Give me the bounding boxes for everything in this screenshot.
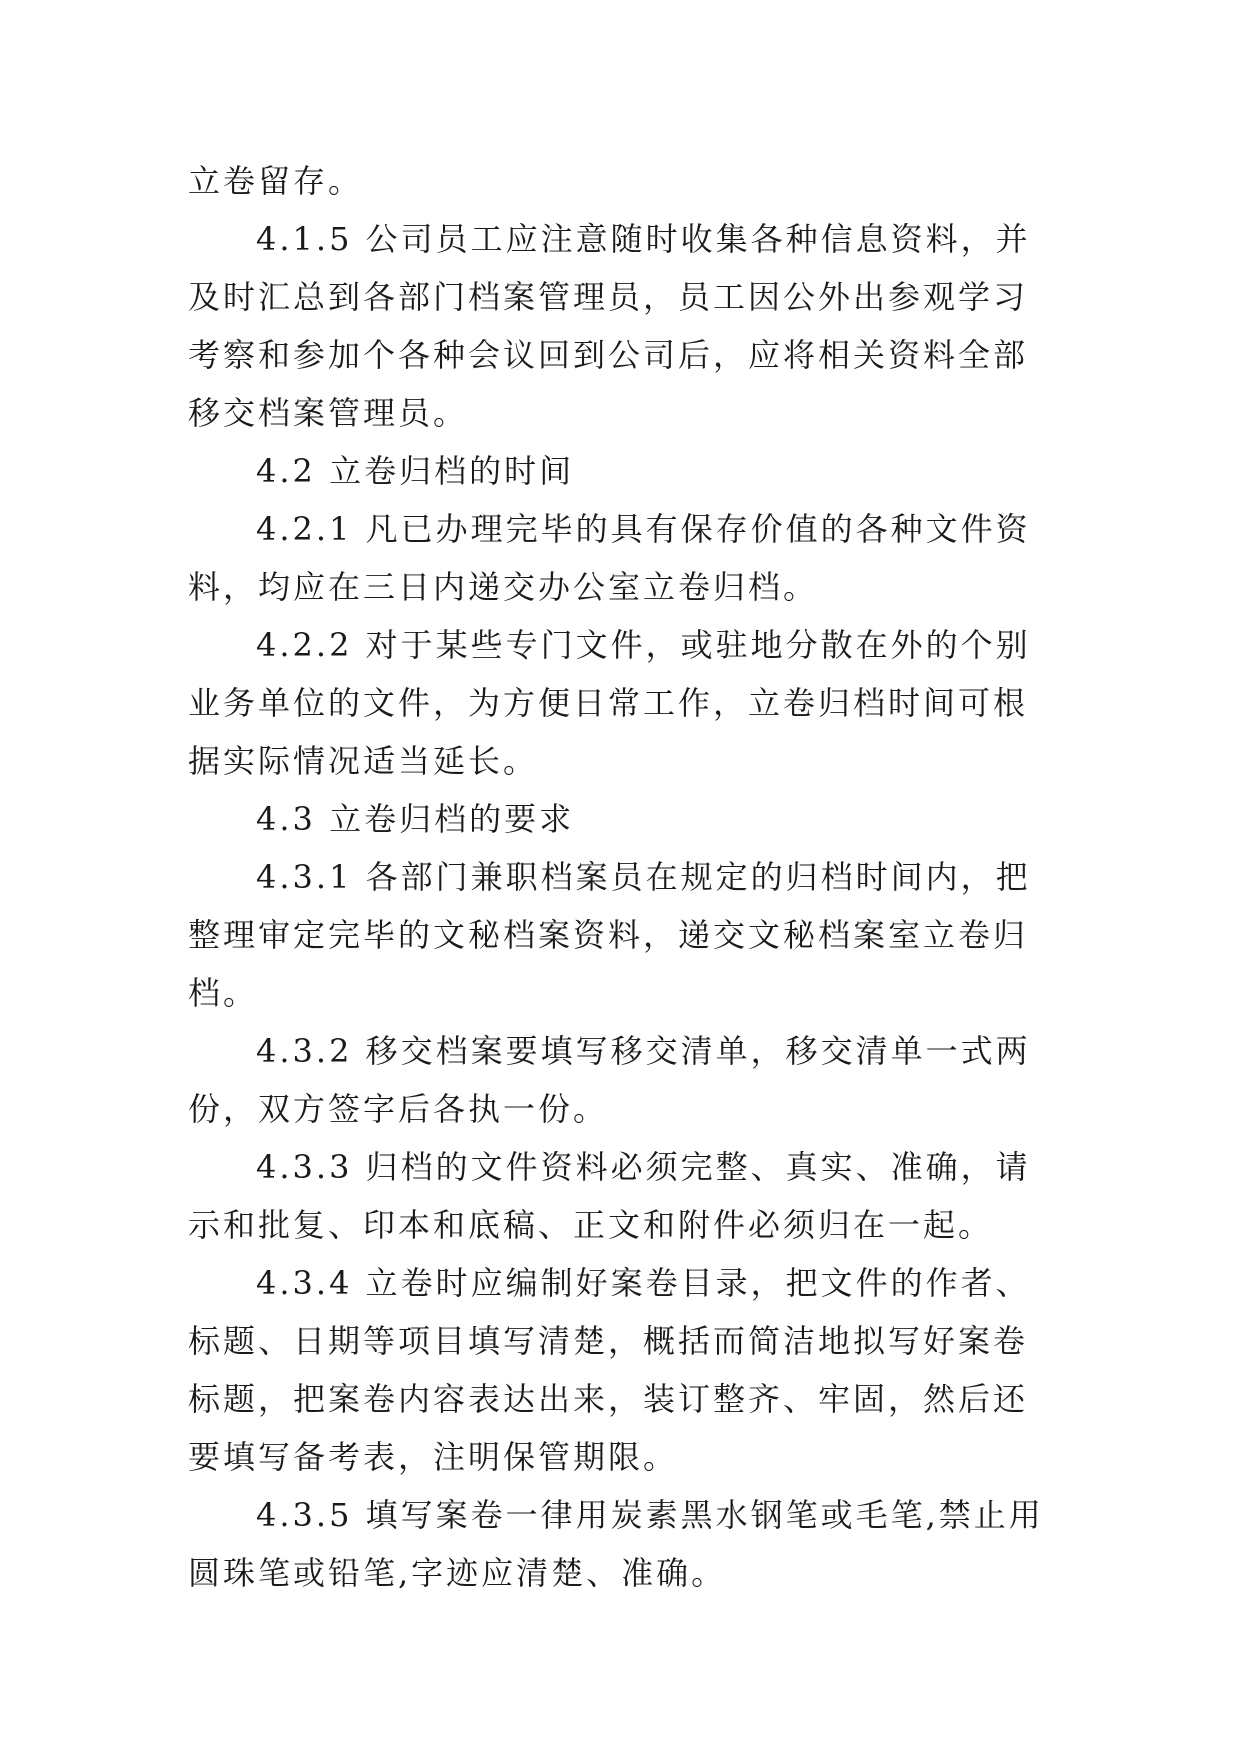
section-heading-4-3: 4.3 立卷归档的要求 [256, 800, 575, 838]
section-heading-4-2: 4.2 立卷归档的时间 [256, 452, 575, 490]
paragraph-4-3-3: 4.3.3 归档的文件资料必须完整、真实、准确，请示和批复、印本和底稿、正文和附件必须归在一起。 [188, 1148, 1031, 1244]
paragraph-continuation: 立卷留存。 [188, 162, 364, 200]
document-body [188, 152, 1058, 1602]
paragraph-4-2-1: 4.2.1 凡已办理完毕的具有保存价值的各种文件资料，均应在三日内递交办公室立卷归档。 [188, 510, 1031, 606]
paragraph-4-2-2: 4.2.2 对于某些专门文件，或驻地分散在外的个别业务单位的文件，为方便日常工作，立卷归档时间可根据实际情况适当延长。 [188, 626, 1031, 780]
paragraph-4-3-5: 4.3.5 填写案卷一律用炭素黑水钢笔或毛笔,禁止用圆珠笔或铅笔,字迹应清楚、准确。 [188, 1496, 1044, 1592]
paragraph-4-1-5: 4.1.5 公司员工应注意随时收集各种信息资料，并及时汇总到各部门档案管理员，员工因公外出参观学习考察和参加个各种会议回到公司后，应将相关资料全部移交档案管理员。 [188, 220, 1031, 432]
paragraph-4-3-1: 4.3.1 各部门兼职档案员在规定的归档时间内，把整理审定完毕的文秘档案资料，递交文秘档案室立卷归档。 [188, 858, 1031, 1012]
paragraph-4-3-4: 4.3.4 立卷时应编制好案卷目录，把文件的作者、标题、日期等项目填写清楚，概括而简洁地拟写好案卷标题，把案卷内容表达出来，装订整齐、牢固，然后还要填写备考表，注明保管期限。 [188, 1264, 1031, 1476]
paragraph-4-3-2: 4.3.2 移交档案要填写移交清单，移交清单一式两份，双方签字后各执一份。 [188, 1032, 1031, 1128]
